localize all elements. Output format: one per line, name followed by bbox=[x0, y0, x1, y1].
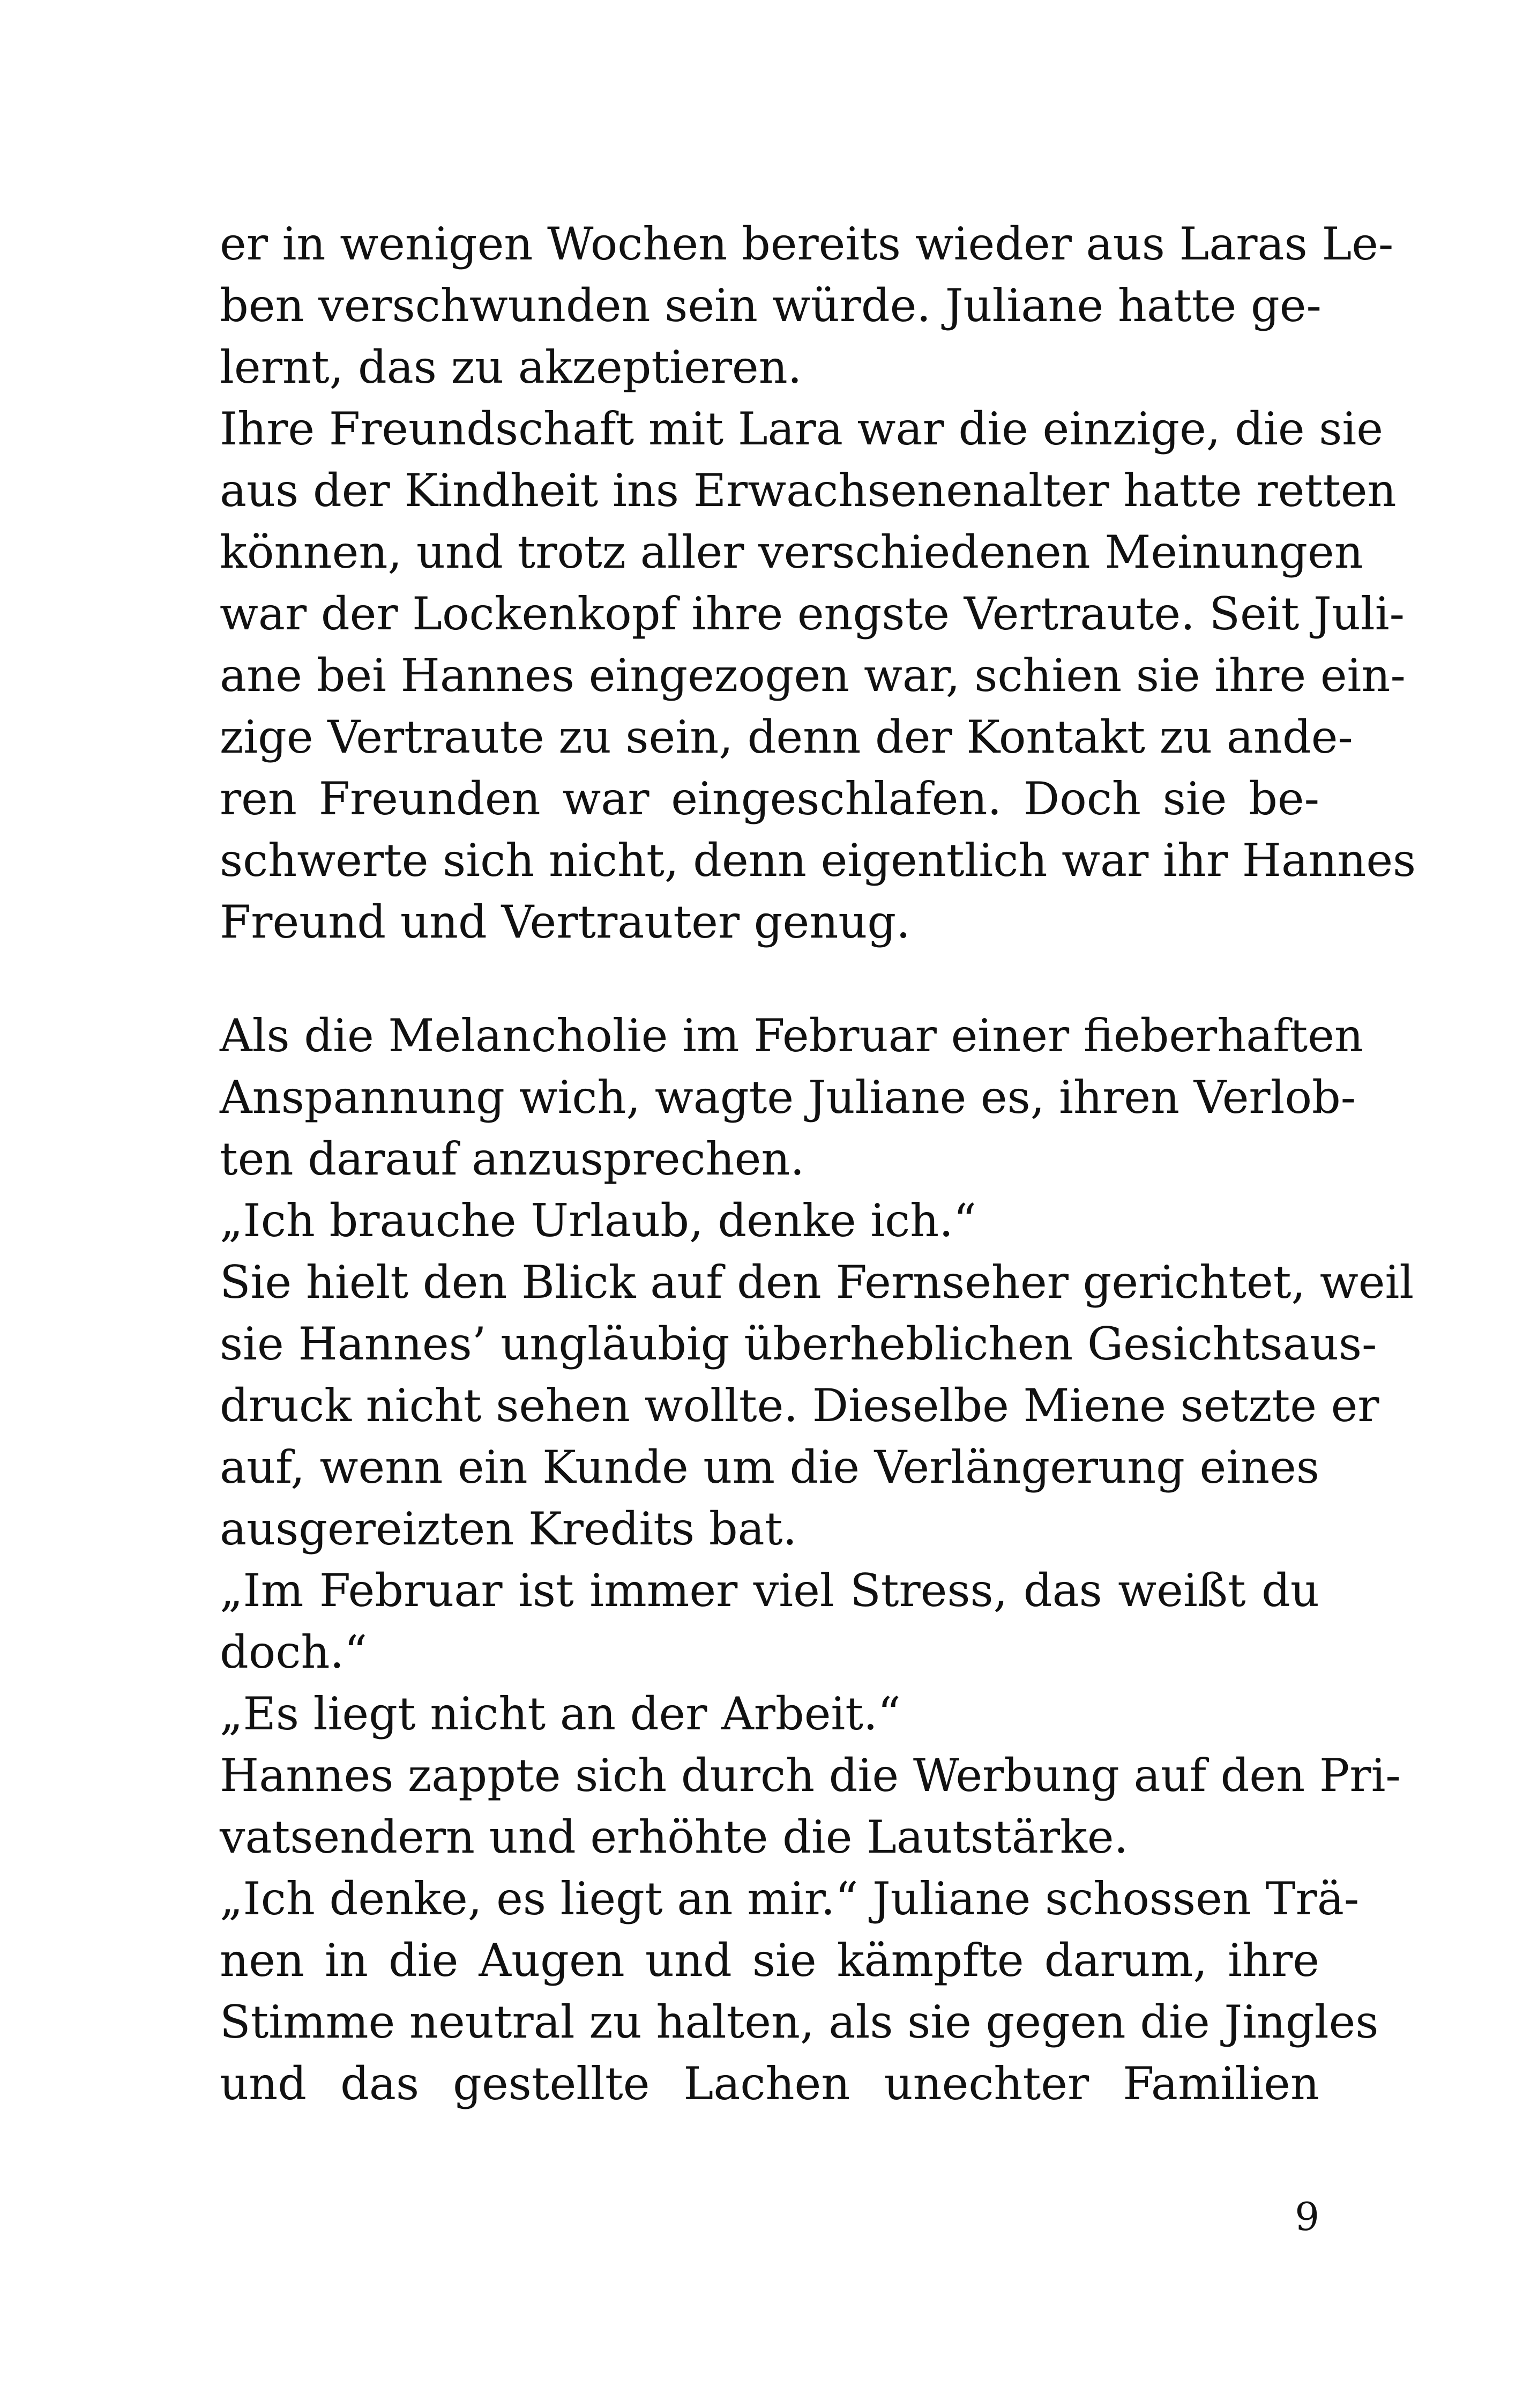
text-line: druck nicht sehen wollte. Dieselbe Miene setzte er bbox=[220, 1379, 1379, 1432]
text-line: er in wenigen Wochen bereits wieder aus Laras Le- bbox=[220, 218, 1394, 270]
text-line: vatsendern und erhöhte die Lautstärke. bbox=[220, 1811, 1129, 1863]
text-line: schwerte sich nicht, denn eigentlich war ihr Hannes bbox=[220, 834, 1416, 887]
text-line: zige Vertraute zu sein, denn der Kontakt zu ande- bbox=[220, 711, 1353, 763]
text-line: auf, wenn ein Kunde um die Verlängerung eines bbox=[220, 1441, 1319, 1493]
text-line: Stimme neutral zu halten, als sie gegen die Jingles bbox=[220, 1996, 1379, 2048]
text-line: Sie hielt den Blick auf den Fernseher gerichtet, weil bbox=[220, 1256, 1414, 1309]
text-line: doch.“ bbox=[220, 1626, 368, 1678]
text-line: „Ich denke, es liegt an mir.“ Juliane schossen Trä- bbox=[220, 1872, 1360, 1925]
text-line: lernt, das zu akzeptieren. bbox=[220, 341, 802, 393]
text-line: nen in die Augen und sie kämpfte darum, ihre bbox=[220, 1934, 1319, 1987]
text-line: ben verschwunden sein würde. Juliane hatte ge- bbox=[220, 279, 1322, 332]
text-line: aus der Kindheit ins Erwachsenenalter hatte retten bbox=[220, 464, 1397, 517]
text-line: sie Hannes’ ungläubig überheblichen Gesichtsaus- bbox=[220, 1318, 1377, 1370]
text-line: Hannes zappte sich durch die Werbung auf den Pri- bbox=[220, 1749, 1401, 1802]
paragraph-2 bbox=[220, 1005, 1414, 2115]
text-line: können, und trotz aller verschiedenen Meinungen bbox=[220, 526, 1363, 578]
paragraph-1 bbox=[220, 213, 1416, 953]
text-line: „Im Februar ist immer viel Stress, das weißt du bbox=[220, 1564, 1319, 1617]
text-line: war der Lockenkopf ihre engste Vertraute. Seit Juli- bbox=[220, 588, 1405, 640]
page-number: 9 bbox=[1295, 2194, 1319, 2239]
text-line: ren Freunden war eingeschlafen. Doch sie be- bbox=[220, 772, 1319, 825]
text-line: Anspannung wich, wagte Juliane es, ihren Verlob- bbox=[220, 1071, 1356, 1124]
text-line: Als die Melancholie im Februar einer fieberhaften bbox=[220, 1009, 1364, 1062]
text-line: ausgereizten Kredits bat. bbox=[220, 1503, 797, 1555]
text-line: „Ich brauche Urlaub, denke ich.“ bbox=[220, 1194, 976, 1247]
text-line: Freund und Vertrauter genug. bbox=[220, 896, 910, 948]
text-line: ane bei Hannes eingezogen war, schien sie ihre ein- bbox=[220, 649, 1406, 702]
text-line: Ihre Freundschaft mit Lara war die einzige, die sie bbox=[220, 403, 1383, 455]
text-line: und das gestellte Lachen unechter Familien bbox=[220, 2057, 1319, 2110]
text-line: „Es liegt nicht an der Arbeit.“ bbox=[220, 1688, 901, 1740]
text-line: ten darauf anzusprechen. bbox=[220, 1133, 805, 1185]
